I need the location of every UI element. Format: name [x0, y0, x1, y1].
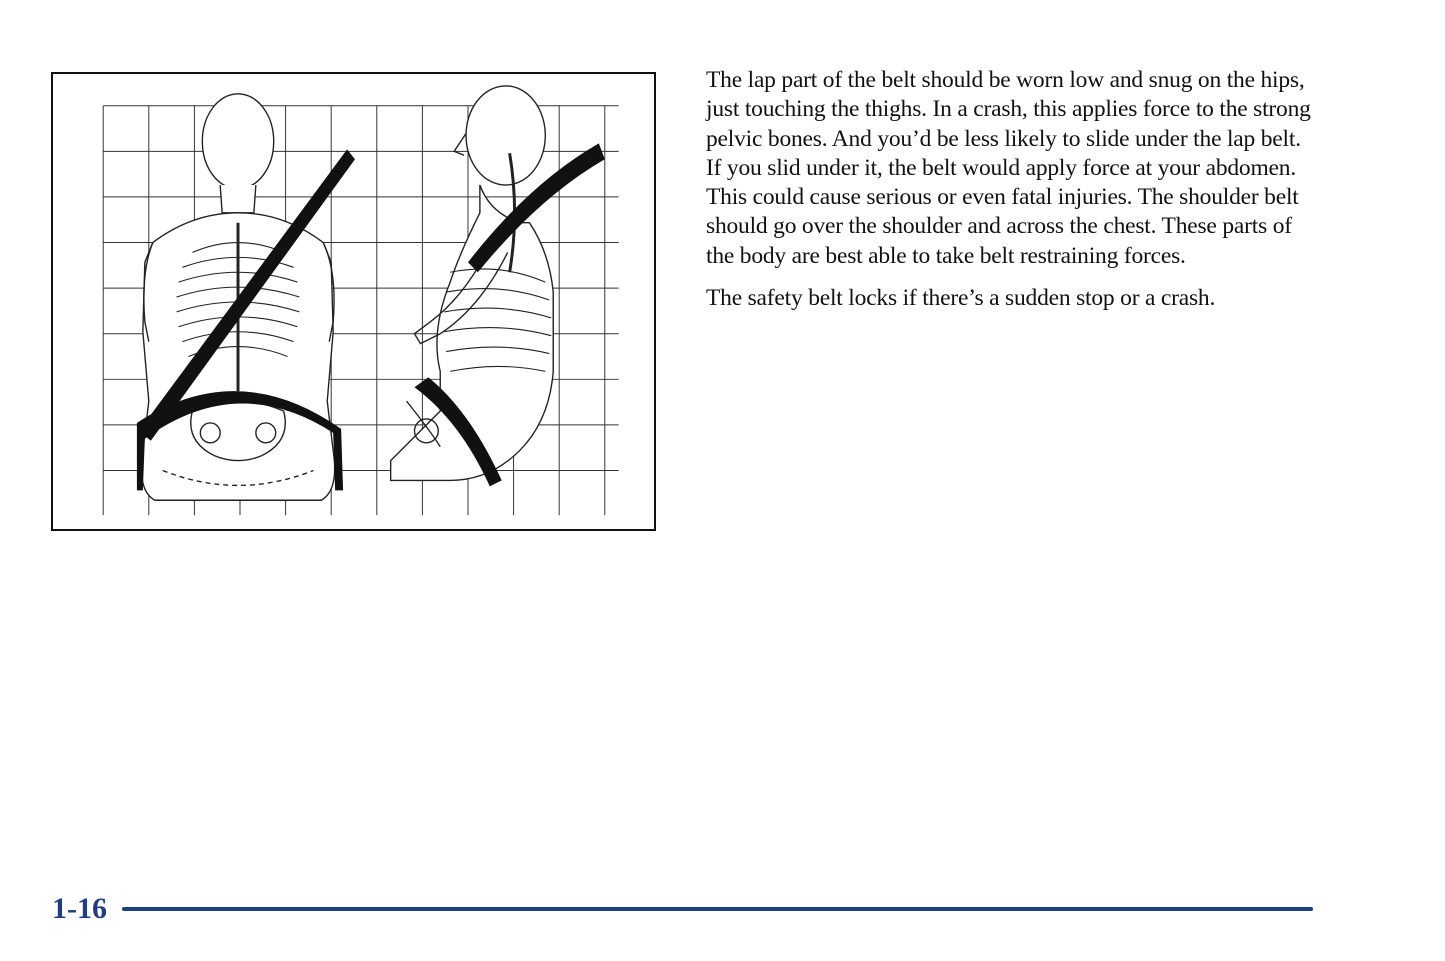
- page-number: 1-16: [52, 892, 107, 925]
- seatbelt-skeleton-illustration-icon: [53, 74, 654, 529]
- seatbelt-illustration: [51, 72, 656, 531]
- paragraph-lap-belt: The lap part of the belt should be worn low and snug on the hips, just touching the thighs. In a crash, this applies force to the strong pelvic bones. And you’d be less likely to slide under the lap belt. If you slid under it, the belt would apply force at your abdomen. This could cause serious or even fatal injuries. The shoulder belt should go over the shoulder and across the chest. These parts of the body are best able to take belt restraining forces.: [706, 67, 1311, 269]
- side-skeleton-icon: [391, 86, 554, 481]
- paragraph-belt-locks: The safety belt locks if there’s a sudden stop or a crash.: [706, 285, 1216, 312]
- footer-rule: [122, 907, 1313, 911]
- body-text: [706, 66, 1316, 326]
